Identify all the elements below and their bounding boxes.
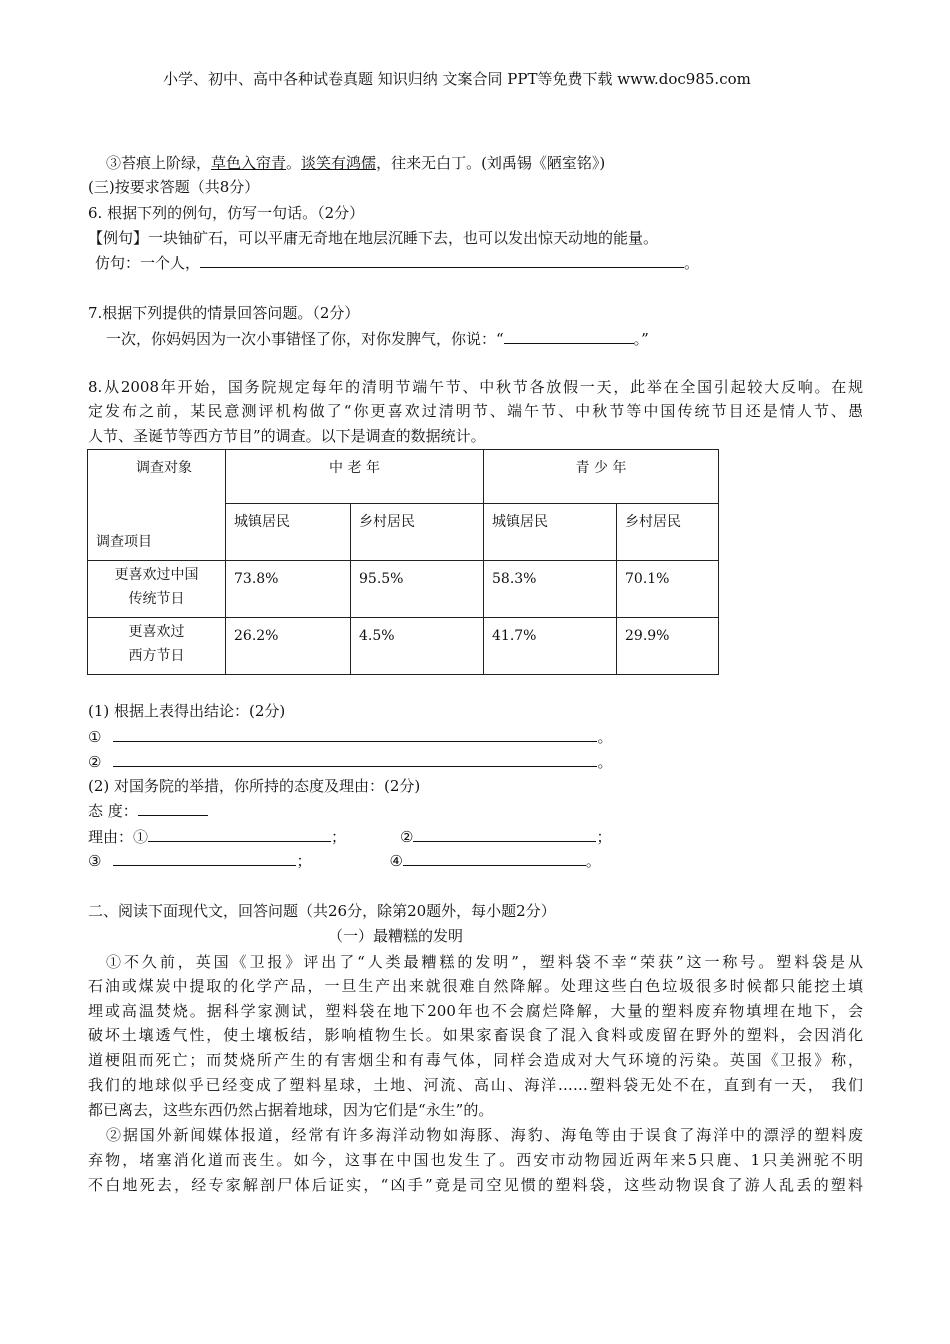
sub-header: 城镇居民 xyxy=(484,504,617,561)
para-line: 都已离去，这些东西仍然占据着地球，因为它们是“永生”的。 xyxy=(88,1101,494,1119)
answer-blank[interactable] xyxy=(113,727,597,742)
q8-line: 定发布之前，某民意测评机构做了“你更喜欢过清明节、端午节、中秋节等中国传统节目还是情人节、愚 xyxy=(88,402,863,420)
cell: 73.8% xyxy=(226,561,351,618)
answer-blank[interactable] xyxy=(403,851,586,866)
num: ④ xyxy=(389,852,403,870)
cell: 4.5% xyxy=(351,618,484,675)
row-label-line: 传统节日 xyxy=(128,591,185,607)
para-line: ②据国外新闻媒体报道，经常有许多海洋动物如海豚、海豹、海龟等由于误食了海洋中的漂浮的塑料废 xyxy=(106,1126,863,1144)
answer-blank[interactable] xyxy=(413,827,596,842)
reason-label: 理由：① xyxy=(88,828,149,846)
num: ③ xyxy=(88,852,102,870)
q6-example: 【例句】一块铀矿石，可以平庸无奇地在地层沉睡下去，也可以发出惊天动地的能量。 xyxy=(88,229,659,247)
para-line: 弃物，堵塞消化道而丧生。如今，这事在中国也发生了。西安市动物园近两年来5只鹿、1只美洲驼不明 xyxy=(88,1151,863,1169)
survey-table xyxy=(87,449,719,675)
part2-title: 二、阅读下面现代文，回答问题（共26分，除第20题外，每小题2分） xyxy=(88,902,556,920)
sub-header: 乡村居民 xyxy=(351,504,484,561)
answer-blank[interactable] xyxy=(113,851,296,866)
num: ② xyxy=(400,828,414,846)
period: 。 xyxy=(597,728,613,746)
answer-blank[interactable] xyxy=(148,827,331,842)
attitude-label: 态 度： xyxy=(88,802,138,820)
subq1-title: (1) 根据上表得出结论：(2分) xyxy=(88,702,286,720)
conclusion-2 xyxy=(88,752,612,772)
corner-bottom: 调查项目 xyxy=(96,534,152,550)
para-line: 破坏土壤透气性，使土壤板结，影响植物生长。如果家畜误食了混入食料或废留在野外的塑料，会因消化 xyxy=(88,1026,863,1044)
q8-line: 人节、圣诞节等西方节目”的调查。以下是调查的数据统计。 xyxy=(88,427,486,445)
page-header: 小学、初中、高中各种试卷真题 知识归纳 文案合同 PPT等免费下载 www.doc985.com xyxy=(163,70,751,88)
cell: 29.9% xyxy=(617,618,719,675)
poem-prefix: ③苔痕上阶绿， xyxy=(106,154,212,172)
section-heading: (三)按要求答题（共8分） xyxy=(88,178,260,196)
underlined-phrase: 草色入帘青 xyxy=(211,154,287,172)
reason-line xyxy=(88,827,612,847)
period: 。 xyxy=(597,753,613,771)
period: 。 xyxy=(684,254,700,272)
group-header: 中 老 年 xyxy=(226,450,484,504)
answer-blank[interactable] xyxy=(113,752,597,767)
q7-text xyxy=(106,329,649,349)
poem-suffix: ，往来无白丁。(刘禹锡《陋室铭》) xyxy=(376,154,606,172)
q6-imitate xyxy=(95,253,699,273)
para-line: 不白地死去，经专家解剖尸体后证实，“凶手”竟是司空见惯的塑料袋，这些动物误食了游人乱丢的塑料 xyxy=(88,1176,863,1194)
article-title: （一）最糟糕的发明 xyxy=(328,927,464,945)
cell: 70.1% xyxy=(617,561,719,618)
row-label xyxy=(88,561,226,618)
q7-end: 。” xyxy=(633,330,649,348)
poem-line xyxy=(106,153,605,173)
para-line: ①不久前，英国《卫报》评出了“人类最糟糕的发明”，塑料袋不幸“荣获”这一称号。塑料袋是从 xyxy=(106,953,863,971)
answer-blank[interactable] xyxy=(504,329,634,344)
reason-line xyxy=(88,851,601,871)
num: ① xyxy=(88,728,102,746)
table-row xyxy=(88,618,719,675)
para-line: 石油或煤炭中提取的化学产品，一旦生产出来就很难自然降解。处理这些白色垃圾很多时候都只能挖土填 xyxy=(88,977,863,995)
answer-blank[interactable] xyxy=(138,801,208,816)
poem-mid: 。 xyxy=(286,154,302,172)
group-header: 青 少 年 xyxy=(484,450,719,504)
para-line: 我们的地球似乎已经变成了塑料星球，土地、河流、高山、海洋……塑料袋无处不在，直到有一天， 我们 xyxy=(88,1076,863,1094)
imitate-label: 仿句：一个人， xyxy=(95,254,201,272)
sub-header: 乡村居民 xyxy=(617,504,719,561)
cell: 95.5% xyxy=(351,561,484,618)
table-row xyxy=(88,561,719,618)
cell: 26.2% xyxy=(226,618,351,675)
q7-title: 7.根据下列提供的情景回答问题。（2分） xyxy=(88,304,360,322)
q8-line: 8.从2008年开始，国务院规定每年的清明节端午节、中秋节各放假一天，此举在全国引起较大反响。在规 xyxy=(88,378,863,396)
q6-title: 6. 根据下列的例句，仿写一句话。（2分） xyxy=(88,204,365,222)
row-label xyxy=(88,618,226,675)
attitude-line xyxy=(88,801,208,821)
para-line: 埋或高温焚烧。据科学家测试，塑料袋在地下200年也不会腐烂降解，大量的塑料废弃物填埋在地下，会 xyxy=(88,1002,863,1020)
subq2-title: (2) 对国务院的举措，你所持的态度及理由：(2分) xyxy=(88,777,421,795)
corner-cell xyxy=(88,450,226,561)
underlined-phrase: 谈笑有鸿儒 xyxy=(301,154,377,172)
num: ② xyxy=(88,753,102,771)
sub-header: 城镇居民 xyxy=(226,504,351,561)
answer-blank[interactable] xyxy=(200,253,684,268)
semicolon: ； xyxy=(596,828,612,846)
row-label-line: 更喜欢过 xyxy=(128,624,185,640)
corner-top: 调查对象 xyxy=(136,460,192,476)
row-label-line: 西方节日 xyxy=(128,648,185,664)
cell: 58.3% xyxy=(484,561,617,618)
semicolon: ； xyxy=(296,852,312,870)
q7-prompt: 一次，你妈妈因为一次小事错怪了你，对你发脾气，你说：“ xyxy=(106,330,504,348)
period: 。 xyxy=(585,852,601,870)
para-line: 道梗阻而死亡；而焚烧所产生的有害烟尘和有毒气体，同样会造成对大气环境的污染。英国《卫报》称， xyxy=(88,1051,863,1069)
cell: 41.7% xyxy=(484,618,617,675)
row-label-line: 更喜欢过中国 xyxy=(114,567,199,583)
semicolon: ； xyxy=(331,828,347,846)
conclusion-1 xyxy=(88,727,612,747)
